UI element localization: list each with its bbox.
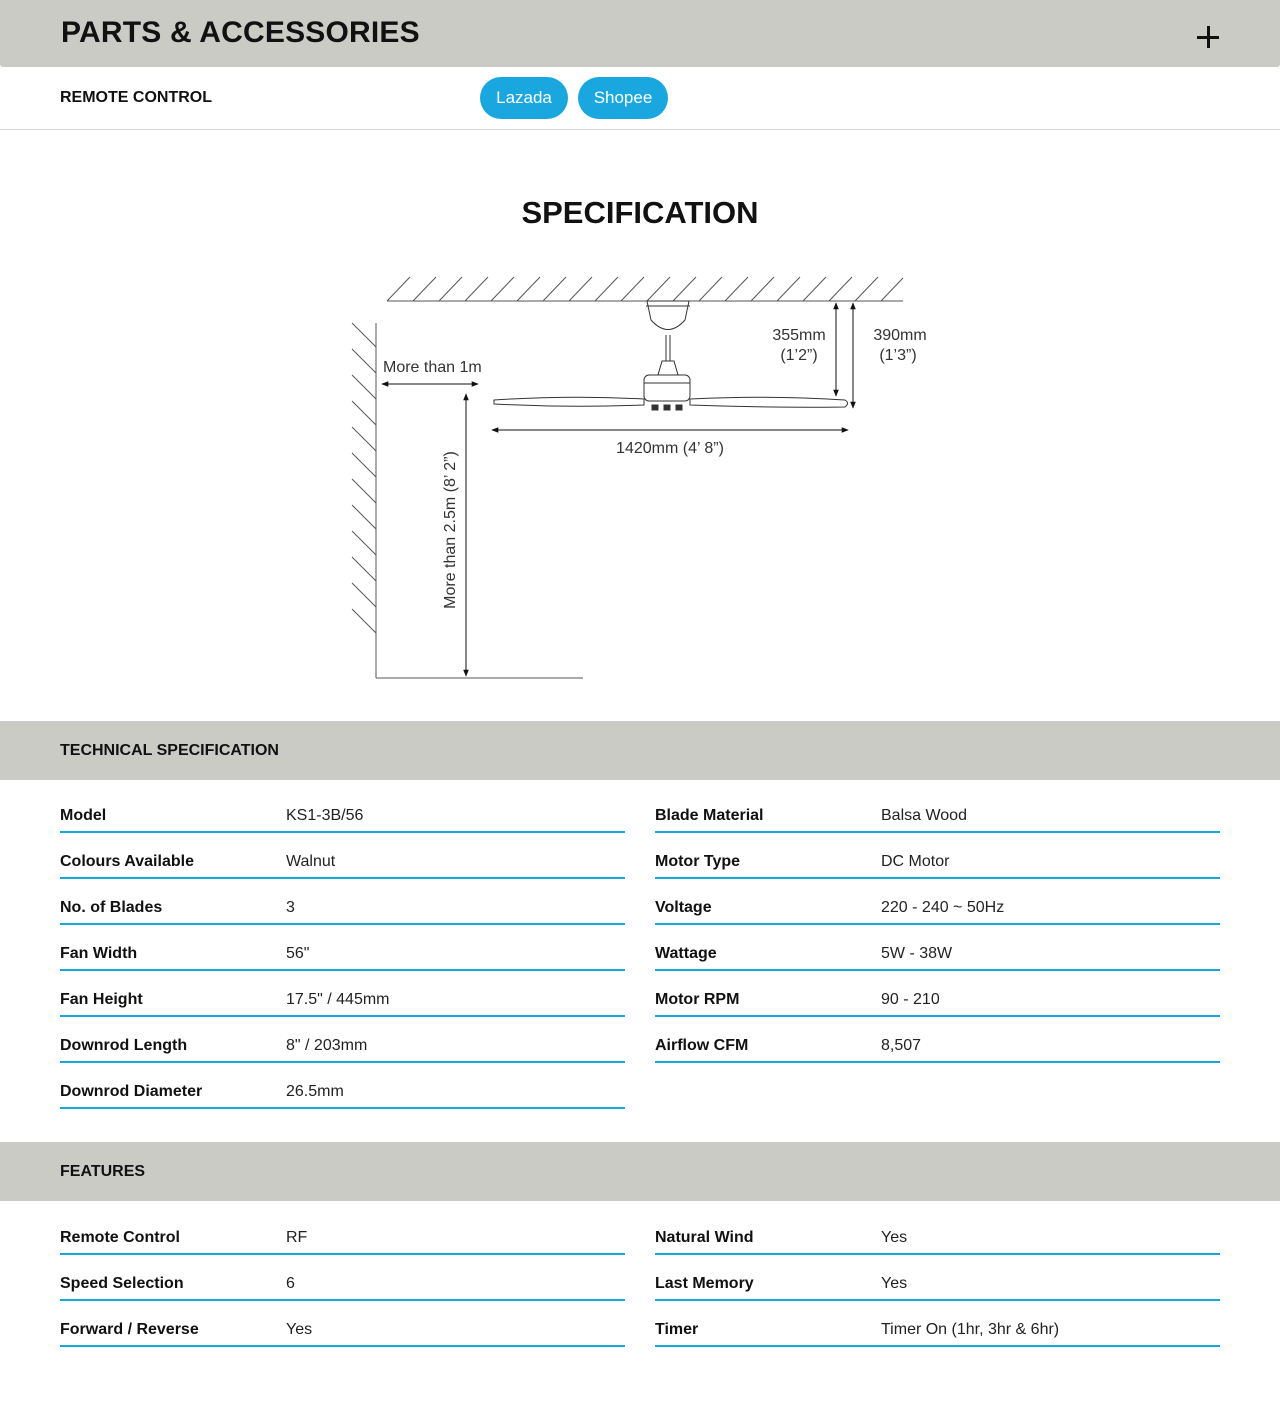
spec-key: Airflow CFM [655,1037,749,1054]
spec-key: Fan Width [60,945,138,962]
spec-row-downrod-length [60,1017,625,1063]
spec-row-model [60,787,625,833]
feature-row-forward-reverse [60,1301,625,1347]
technical-spec-right-column [655,787,1220,1063]
parts-accessories-title: PARTS & ACCESSORIES [61,16,420,49]
remote-control-label: REMOTE CONTROL [60,89,212,106]
spec-key: Downrod Length [60,1037,188,1054]
fan-installation-diagram [340,265,940,690]
expand-plus-icon[interactable] [1193,22,1223,52]
spec-value: 3 [286,899,295,916]
feature-key: Last Memory [655,1275,754,1292]
spec-row-blade-material [655,787,1220,833]
spec-row-colours [60,833,625,879]
spec-value: DC Motor [881,853,950,870]
floor-clearance-label: More than 2.5m (8’ 2”) [442,451,459,609]
feature-key: Natural Wind [655,1229,754,1246]
height-2-imperial-label: (1’3”) [879,347,917,364]
feature-key: Speed Selection [60,1275,184,1292]
feature-key: Forward / Reverse [60,1321,199,1338]
spec-value: Walnut [286,853,336,870]
spec-key: Motor Type [655,853,741,870]
feature-row-speed [60,1255,625,1301]
parts-accessories-header[interactable] [0,0,1280,67]
shopee-button[interactable]: Shopee [578,77,668,119]
feature-key: Timer [655,1321,699,1338]
spec-row-motor-type [655,833,1220,879]
blade-span-label: 1420mm (4’ 8”) [616,440,724,457]
height-1-mm-label: 355mm [772,327,826,344]
feature-value: Yes [286,1321,313,1338]
remote-control-row [0,67,1280,130]
spec-value: Balsa Wood [881,807,967,824]
spec-value: 5W - 38W [881,945,953,962]
spec-value: 8,507 [881,1037,922,1054]
feature-key: Remote Control [60,1229,180,1246]
spec-value: 56" [286,945,310,962]
feature-value: RF [286,1229,308,1246]
spec-key: Motor RPM [655,991,740,1008]
spec-row-voltage [655,879,1220,925]
spec-row-downrod-diameter [60,1063,625,1109]
spec-value: 90 - 210 [881,991,940,1008]
spec-key: Blade Material [655,807,764,824]
features-right-column [655,1209,1220,1347]
spec-value: KS1-3B/56 [286,807,364,824]
feature-row-remote [60,1209,625,1255]
feature-value: 6 [286,1275,295,1292]
spec-row-fan-width [60,925,625,971]
spec-row-motor-rpm [655,971,1220,1017]
technical-spec-left-column [60,787,625,1109]
spec-value: 17.5" / 445mm [286,991,390,1008]
ceiling-hatch [387,277,903,301]
technical-specification-title: TECHNICAL SPECIFICATION [60,742,279,759]
height-1-imperial-label: (1’2”) [780,347,818,364]
spec-row-airflow [655,1017,1220,1063]
feature-row-natural-wind [655,1209,1220,1255]
features-title: FEATURES [60,1163,146,1180]
feature-value: Timer On (1hr, 3hr & 6hr) [881,1321,1060,1338]
spec-key: No. of Blades [60,899,163,916]
lazada-button[interactable]: Lazada [480,77,568,119]
feature-row-last-memory [655,1255,1220,1301]
spec-key: Downrod Diameter [60,1083,203,1100]
features-bar [0,1142,1280,1201]
wall-hatch [352,323,376,678]
spec-row-fan-height [60,971,625,1017]
feature-value: Yes [881,1275,908,1292]
spec-value: 26.5mm [286,1083,344,1100]
feature-row-timer [655,1301,1220,1347]
side-clearance-label: More than 1m [383,359,482,376]
spec-key: Colours Available [60,853,194,870]
spec-key: Model [60,807,107,824]
spec-key: Voltage [655,899,712,916]
height-2-mm-label: 390mm [873,327,927,344]
spec-key: Fan Height [60,991,143,1008]
spec-key: Wattage [655,945,717,962]
spec-row-blades [60,879,625,925]
spec-value: 220 - 240 ~ 50Hz [881,899,1005,916]
specification-title: SPECIFICATION [521,195,759,230]
spec-value: 8" / 203mm [286,1037,368,1054]
features-left-column [60,1209,625,1347]
technical-specification-bar [0,721,1280,780]
spec-row-wattage [655,925,1220,971]
feature-value: Yes [881,1229,908,1246]
